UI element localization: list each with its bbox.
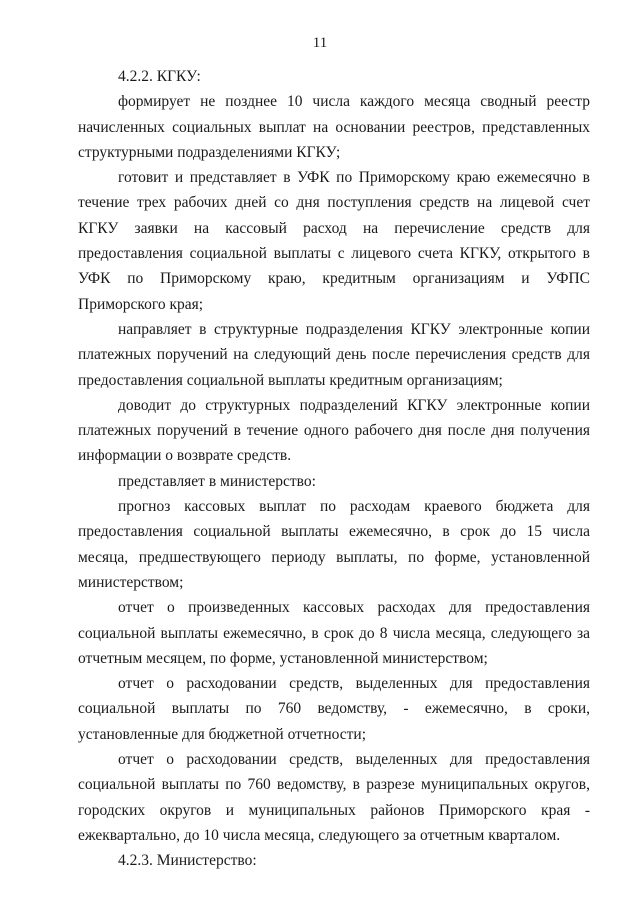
paragraph-budget-report: отчет о расходовании средств, выделенных для предоставления социальной выплаты по 760 ведомству, - ежемесячно, в сроки, установленные для бюджетной отчетности; [78,675,590,743]
document-body [78,64,590,874]
section-heading-4-2-3: 4.2.3. Министерство: [118,852,257,870]
paragraph-payment-orders: направляет в структурные подразделения КГКУ электронные копии платежных поручений на следующий день после перечисления средств для предоставления социальной выплаты кредитным организациям; [78,320,590,389]
section-heading-4-2-2: 4.2.2. КГКУ: [118,68,201,85]
page-number: 11 [312,35,328,51]
paragraph-registry: формирует не позднее 10 числа каждого месяца сводный реестр начисленных социальных выплат на основании реестров, представленных структурными подразделениями КГКУ; [78,93,590,161]
paragraph-monthly-report: отчет о произведенных кассовых расходах для предоставления социальной выплаты ежемесячно, в срок до 8 числа месяца, следующего за отчетным месяцем, по форме, установленной министерством; [78,599,590,667]
paragraph-forecast: прогноз кассовых выплат по расходам краевого бюджета для предоставления социальной выплаты ежемесячно, в срок до 15 числа месяца, предшествующего периоду выплаты, по форме, установленной министерством; [78,498,590,591]
paragraph-reports-intro: представляет в министерство: [118,472,316,490]
paragraph-applications: готовит и представляет в УФК по Приморскому краю ежемесячно в течение трех рабочих дней со дня поступления средств на лицевой счет КГКУ заявки на кассовый расход на перечисление средств для предоставления социальной выплаты с лицевого счета КГКУ, открытого в УФК по Приморскому краю, кредитным организациям и УФПС Приморского края; [78,169,590,313]
paragraph-refund-info: доводит до структурных подразделений КГКУ электронные копии платежных поручений в течение одного рабочего дня после дня получения информации о возврате средств. [78,396,590,465]
paragraph-quarterly-report: отчет о расходовании средств, выделенных для предоставления социальной выплаты по 760 ведомству, в разрезе муниципальных округов, городских округов и муниципальных районов Приморского края - ежеквартально, до 10 числа месяца, следующего за отчетным кварталом. [78,751,590,844]
